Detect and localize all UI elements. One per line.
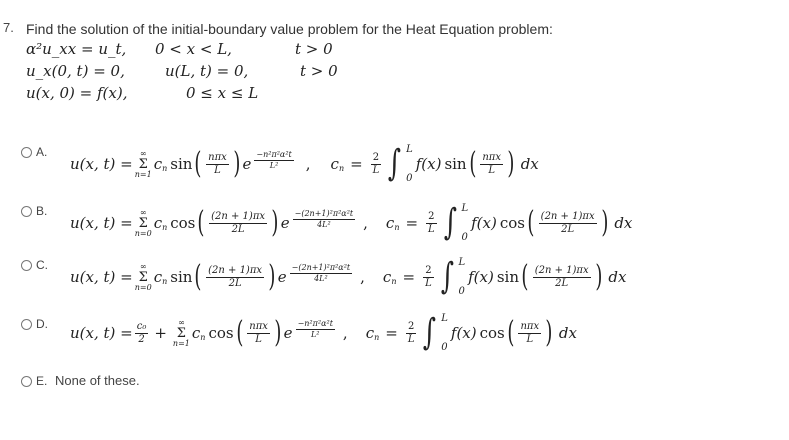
eq-row-3-col-1: u(x, 0) = f(x), bbox=[26, 84, 128, 102]
eq-row-2-col-1: u_x(0, t) = 0, bbox=[26, 62, 125, 80]
eq-row-3-col-2: 0 ≤ x ≤ L bbox=[186, 84, 259, 102]
option-e-radio[interactable] bbox=[21, 376, 32, 387]
option-b-radio[interactable] bbox=[21, 206, 32, 217]
option-d-formula: u(x, t) = $\frac{\text{c₀}}{2}$ + ∞ Σ n=1 c n cos ( $\frac{\text{nπx}}{L}$ ) e $\frac{\text{−n²π²α²t}}{\text{L²}}$ , c n = $\frac{2}{L}$ ∫ L 0 f(x) cos ( $\frac{\text{nπx}}{L}$ ) dx bbox=[70, 312, 577, 353]
option-d-radio[interactable] bbox=[21, 319, 32, 330]
eq-row-1-col-2: 0 < x < L, bbox=[155, 40, 232, 58]
eq-row-1-col-3: t > 0 bbox=[295, 40, 333, 58]
option-b-letter: B. bbox=[36, 204, 48, 218]
option-e-text: None of these. bbox=[55, 373, 140, 388]
eq-row-2-col-3: t > 0 bbox=[300, 62, 338, 80]
option-e-letter: E. bbox=[36, 374, 48, 388]
option-d-letter: D. bbox=[36, 317, 48, 331]
question-prompt: Find the solution of the initial-boundary value problem for the Heat Equation problem: bbox=[26, 21, 553, 37]
option-a-radio[interactable] bbox=[21, 147, 32, 158]
option-a-letter: A. bbox=[36, 145, 48, 159]
eq-row-2-col-2: u(L, t) = 0, bbox=[165, 62, 249, 80]
eq-row-1-col-1: α²u_xx = u_t, bbox=[26, 40, 127, 58]
option-c-letter: C. bbox=[36, 258, 48, 272]
option-a-formula: u(x, t) = ∞ Σ n=1 c n sin ( $\frac{\text{nπx}}{L}$ ) e $\frac{\text{−n²π²α²t}}{\text{L²}}$ , c n = $\frac{2}{L}$ ∫ L 0 f(x) sin ( $\frac{\text{nπx}}{L}$ ) dx bbox=[70, 143, 539, 184]
option-b-formula: u(x, t) = ∞ Σ n=0 c n cos ( $\frac{(2n + 1)\pi x}{2L}$ ) e $\frac{\text{−(2n+1)²π²α²t}}{\text{4L²}}$ , c n = $\frac{2}{L}$ ∫ L 0 f(x) cos ( $\frac{(2n + 1)\pi x}{2L}$ ) dx bbox=[70, 202, 633, 243]
option-c-radio[interactable] bbox=[21, 260, 32, 271]
question-number: 7. bbox=[3, 20, 14, 35]
option-c-formula: u(x, t) = ∞ Σ n=0 c n sin ( $\frac{(2n + 1)\pi x}{2L}$ ) e $\frac{\text{−(2n+1)²π²α²t}}{\text{4L²}}$ , c n = $\frac{2}{L}$ ∫ L 0 f(x) sin ( $\frac{(2n + 1)\pi x}{2L}$ ) dx bbox=[70, 256, 627, 297]
